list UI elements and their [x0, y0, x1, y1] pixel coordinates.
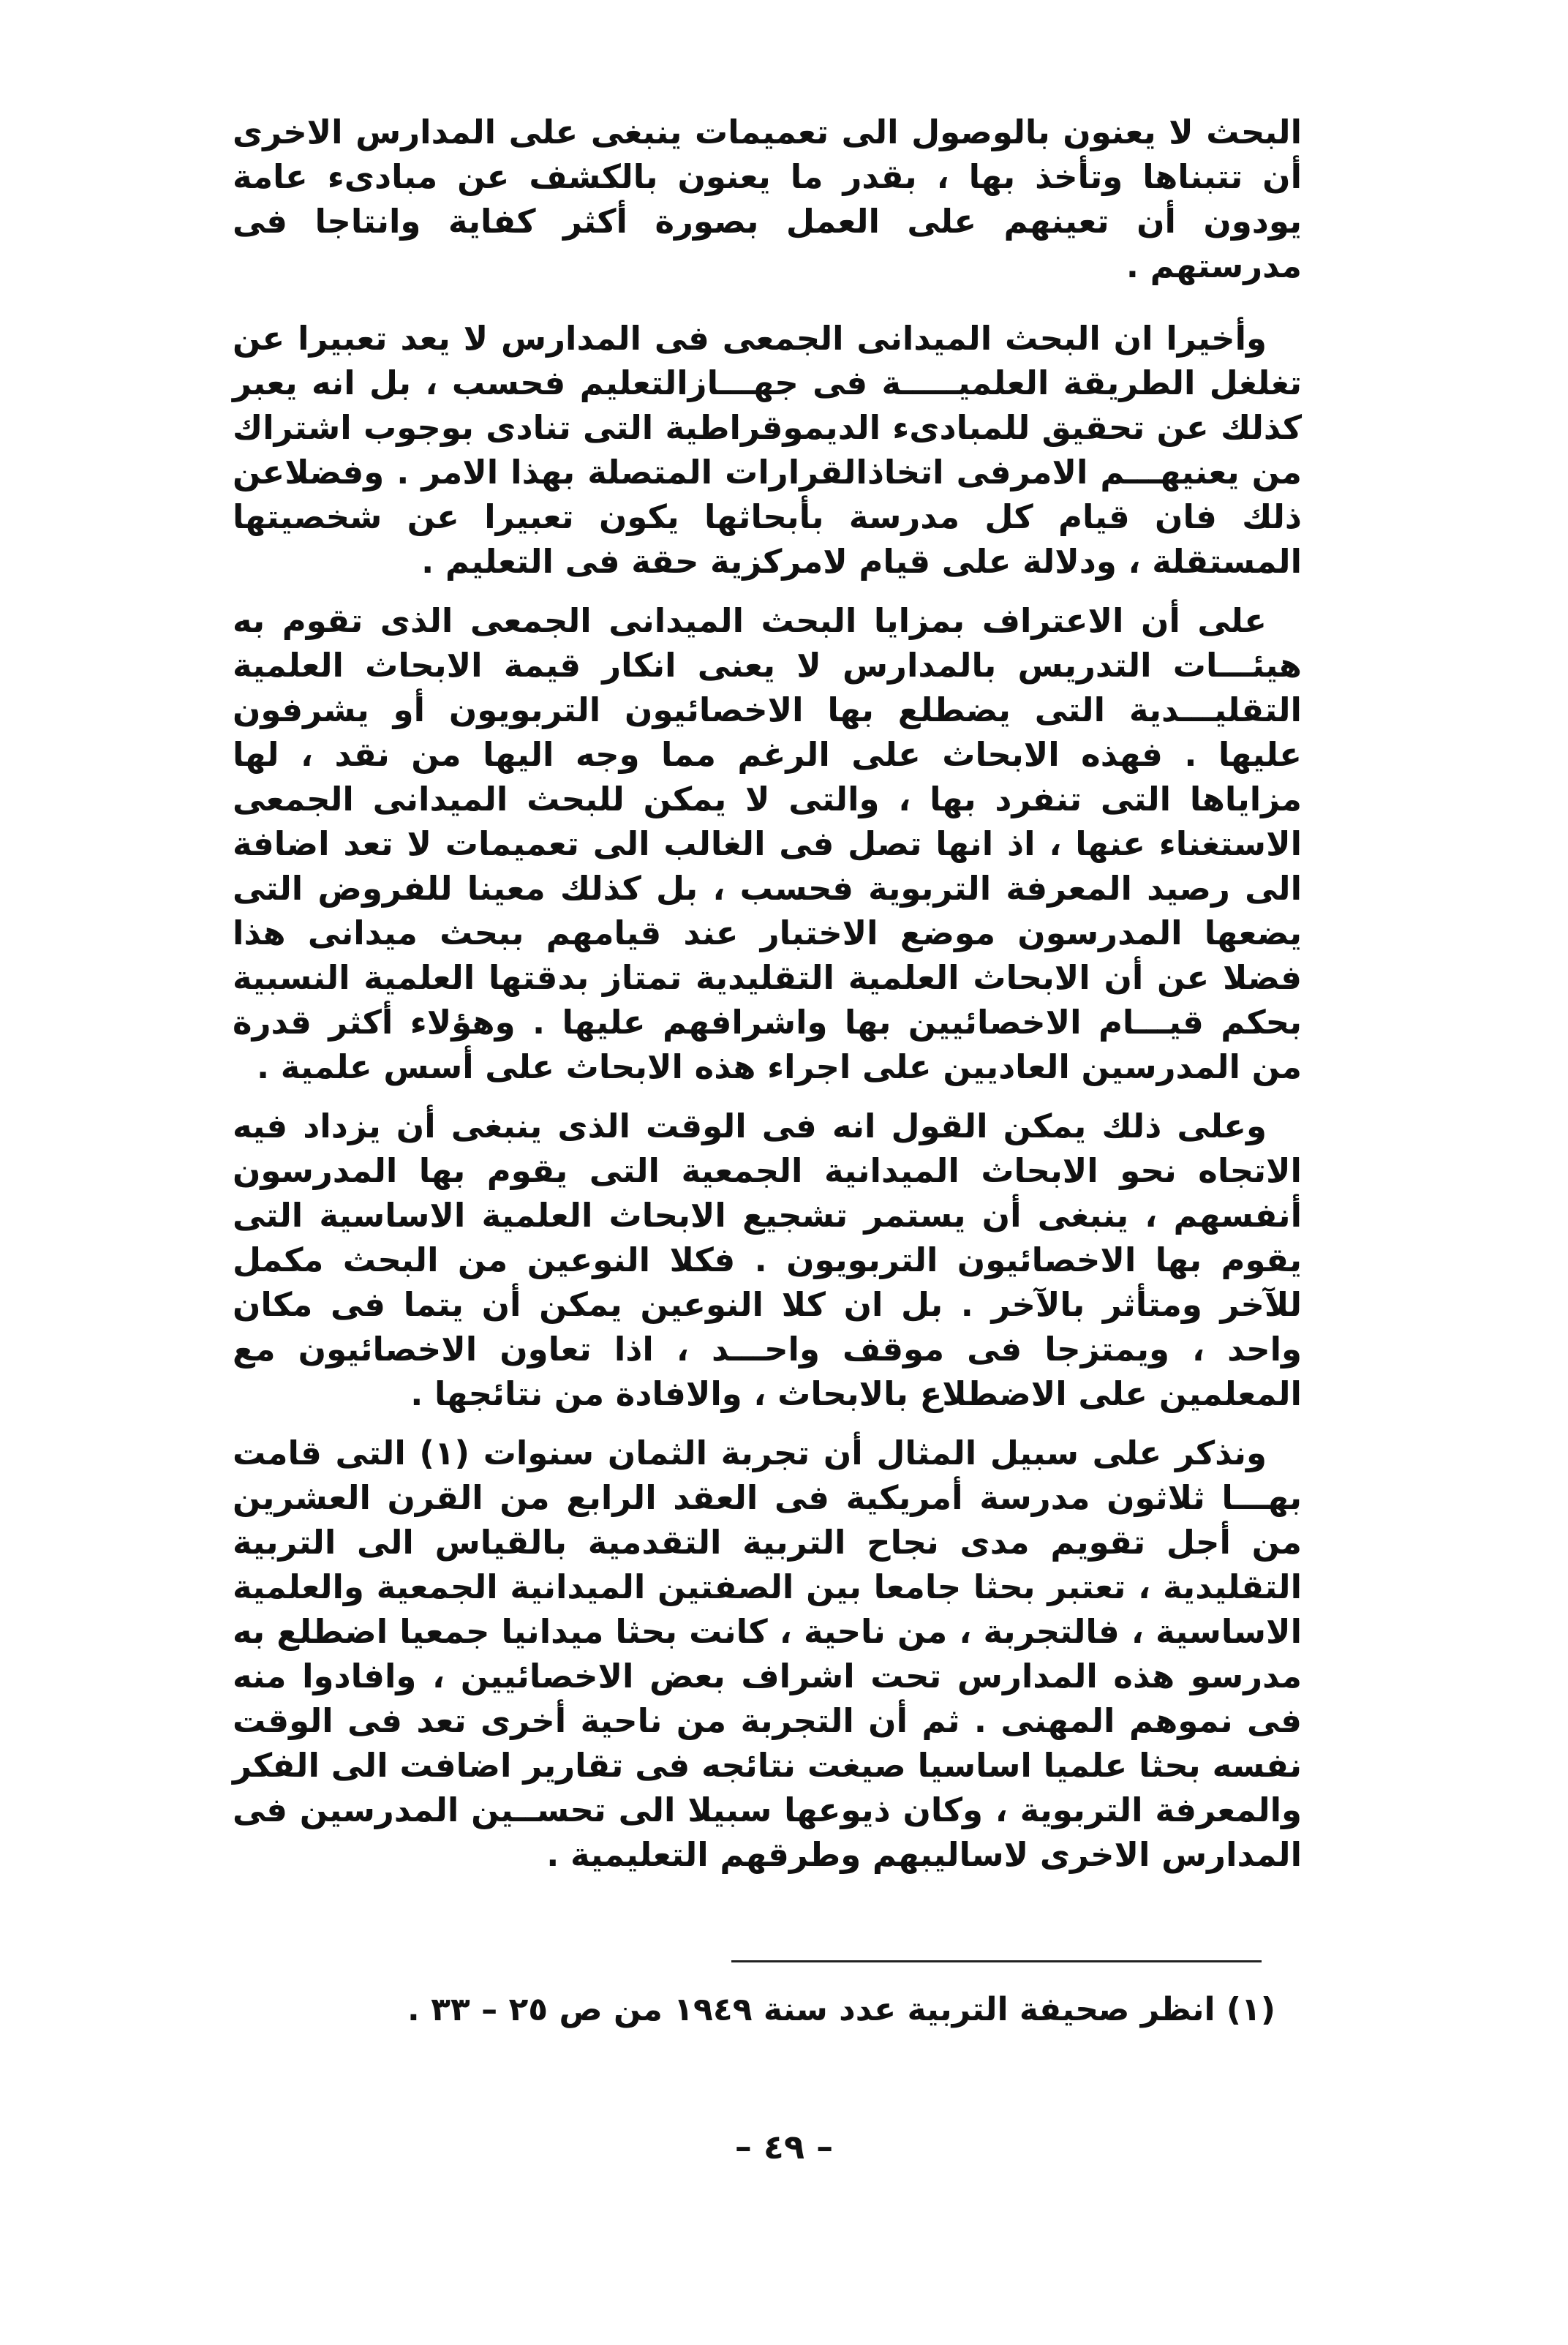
- footnote-divider: [731, 1960, 1262, 1962]
- paragraph-2: وأخيرا ان البحث الميدانى الجمعى فى المدارس لا يعد تعبيرا عن تغلغل الطريقة العلميـــــة فى جهـــازالتعليم فحسب ، بل انه يعبر كذلك عن تحقيق للمبادىء الديموقراطية التى تنادى بوجوب اشتراك من يعنيهـــم الامرفى اتخاذالقرارات المتصلة بهذا الامر . وفضلاعن ذلك فان قيام كل مدرسة بأبحاثها يكون تعبيرا عن شخصيتها المستقلة ، ودلالة على قيام لامركزية حقة فى التعليم .: [233, 319, 1302, 581]
- paragraph-4: وعلى ذلك يمكن القول انه فى الوقت الذى ينبغى أن يزداد فيه الاتجاه نحو الابحاث الميدانية الجمعية التى يقوم بها المدرسون أنفسهم ، ينبغى أن يستمر تشجيع الابحاث العلمية الاساسية التى يقوم بها الاخصائيون التربويون . فكلا النوعين من البحث مكمل للآخر ومتأثر بالآخر . بل ان كلا النوعين يمكن أن يتما فى مكان واحد ، ويمتزجا فى موقف واحـــد ، اذا تعاون الاخصائيون مع المعلمين على الاضطلاع بالابحاث ، والافادة من نتائجها .: [233, 1107, 1302, 1413]
- body-text: [233, 110, 1302, 1892]
- page-number: – ٤٩ –: [734, 2127, 834, 2167]
- paragraph-3: على أن الاعتراف بمزايا البحث الميدانى الجمعى الذى تقوم به هيئـــات التدريس بالمدارس لا يعنى انكار قيمة الابحاث العلمية التقليـــدية التى يضطلع بها الاخصائيون التربويون أو يشرفون عليها . فهذه الابحاث على الرغم مما وجه اليها من نقد ، لها مزاياها التى تنفرد بها ، والتى لا يمكن للبحث الميدانى الجمعى الاستغناء عنها ، اذ انها تصل فى الغالب الى تعميمات لا تعد اضافة الى رصيد المعرفة التربوية فحسب ، بل كذلك معينا للفروض التى يضعها المدرسون موضع الاختبار عند قيامهم ببحث ميدانى هذا فضلا عن أن الابحاث العلمية التقليدية تمتاز بدقتها العلمية النسبية بحكم قيـــام الاخصائيين بها واشرافهم عليها . وهؤلاء أكثر قدرة من المدرسين العاديين على اجراء هذه الابحاث على أسس علمية .: [233, 601, 1302, 1086]
- footnote: (١) انظر صحيفة التربية عدد سنة ١٩٤٩ من ص ٢٥ – ٣٣ .: [407, 1991, 1275, 2028]
- paragraph-5: ونذكر على سبيل المثال أن تجربة الثمان سنوات (١) التى قامت بهـــا ثلاثون مدرسة أمريكية فى العقد الرابع من القرن العشرين من أجل تقويم مدى نجاح التربية التقدمية بالقياس الى التربية التقليدية ، تعتبر بحثا جامعا بين الصفتين الميدانية الجمعية والعلمية الاساسية ، فالتجربة ، من ناحية ، كانت بحثا ميدانيا جمعيا اضطلع به مدرسو هذه المدارس تحت اشراف بعض الاخصائيين ، وافادوا منه فى نموهم المهنى . ثم أن التجربة من ناحية أخرى تعد فى الوقت نفسه بحثا علميا اساسيا صيغت نتائجه فى تقارير اضافت الى الفكر والمعرفة التربوية ، وكان ذيوعها سبيلا الى تحســين المدرسين فى المدارس الاخرى لاساليبهم وطرقهم التعليمية .: [233, 1434, 1302, 1874]
- paragraph-1: البحث لا يعنون بالوصول الى تعميمات ينبغى على المدارس الاخرى أن تتبناها وتأخذ بها ، بقدر ما يعنون بالكشف عن مبادىء عامة يودون أن تعينهم على العمل بصورة أكثر كفاية وانتاجا فى مدرستهم .: [233, 113, 1302, 285]
